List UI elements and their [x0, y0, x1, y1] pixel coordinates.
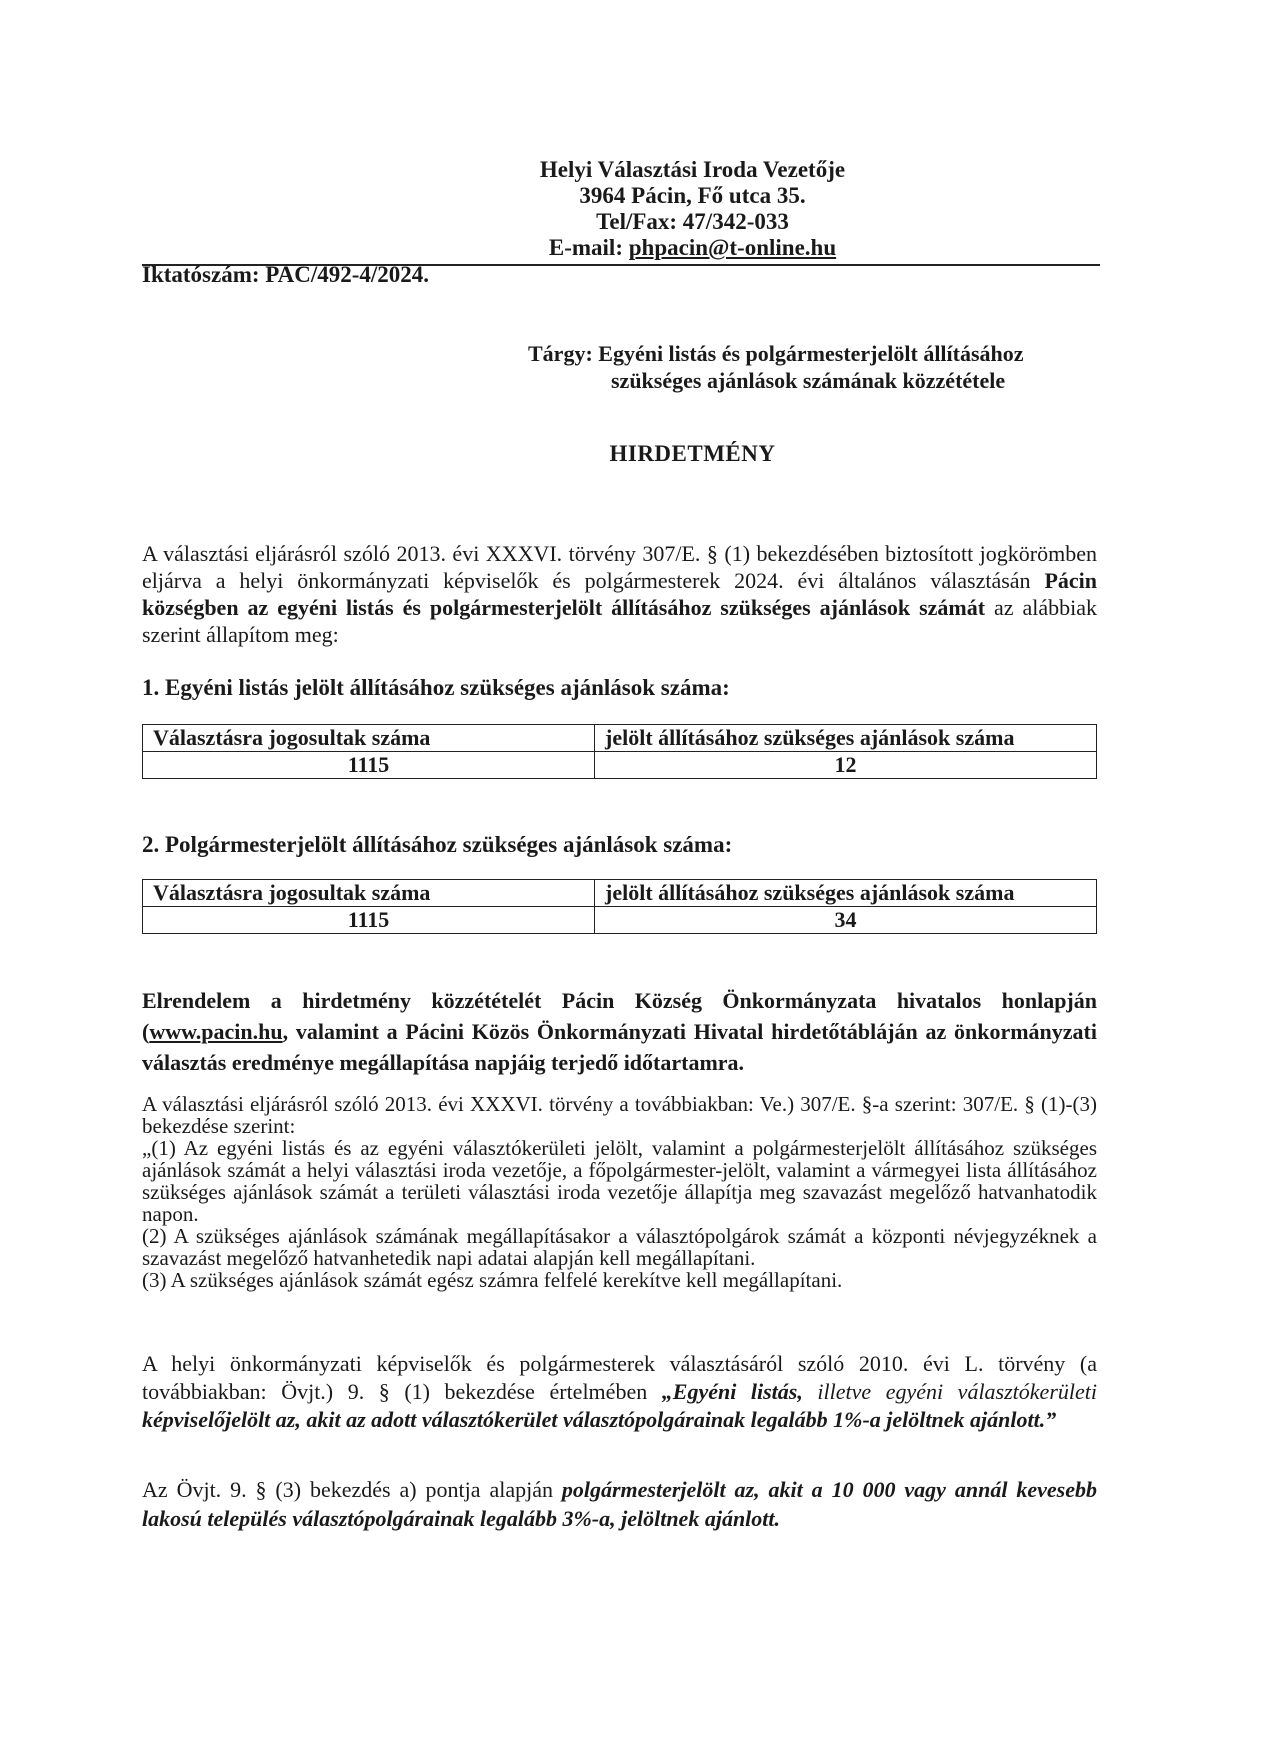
- ovjt-quote-1: „Egyéni listás,: [661, 1379, 803, 1404]
- voters-count: 1115: [143, 752, 595, 779]
- ovjt2-text: Az Övjt. 9. § (3) bekezdés a) pontja alapján: [142, 1477, 562, 1502]
- table-row: [143, 752, 1097, 779]
- ovjt-mayor-citation: [142, 1475, 1097, 1533]
- ovjt-text: A helyi önkormányzati képviselők és polgármesterek választásáról szóló 2010. évi L. törvény (a továbbiakban: Övjt.) 9. § (1) bekezdése értelmében: [142, 1351, 1097, 1404]
- table-header-voters: Választásra jogosultak száma: [143, 725, 595, 752]
- letterhead: [0, 157, 1275, 261]
- table-header-voters: Választásra jogosultak száma: [143, 880, 595, 907]
- ovjt-quote-2: illetve egyéni választókerületi: [802, 1379, 1097, 1404]
- office-email-line: [0, 235, 1275, 261]
- subject-line-2: szükséges ajánlások számának közzététele: [611, 368, 1006, 393]
- table-header-required: jelölt állításához szükséges ajánlások száma: [595, 880, 1097, 907]
- table-header-row: [143, 880, 1097, 907]
- law-paragraph-2: (2) A szükséges ajánlások számának megállapításakor a választópolgárok számát a központi névjegyzéknek a szavazást megelőző hatvanhetedik napi adatai alapján kell megállapítani.: [142, 1224, 1097, 1270]
- office-name: Helyi Választási Iroda Vezetője: [539, 157, 846, 182]
- document-title: HIRDETMÉNY: [609, 441, 776, 466]
- table-header-required: jelölt állításához szükséges ajánlások száma: [595, 725, 1097, 752]
- section-1-table: [142, 724, 1097, 779]
- table-row: [143, 907, 1097, 934]
- required-count: 34: [595, 907, 1097, 934]
- section-2-table: [142, 879, 1097, 934]
- intro-text-2: az alábbiak szerint állapítom meg:: [142, 595, 1097, 647]
- table-header-row: [143, 725, 1097, 752]
- order-text-1: Elrendelem a hirdetmény közzétételét Pácin Község Önkormányzata hivatalos honlapján (: [142, 988, 1097, 1044]
- reference-number: Iktatószám: PAC/492-4/2024.: [142, 262, 430, 287]
- law-citation: [142, 1093, 1097, 1291]
- voters-count: 1115: [143, 907, 595, 934]
- ovjt2-quote: polgármesterjelölt az, akit a 10 000 vagy annál kevesebb lakosú település választópolgárainak legalább 3%-a, jelöltnek ajánlott.: [142, 1477, 1097, 1531]
- intro-bold: Pácin községben az egyéni listás és polgármesterjelölt állításához szükséges ajánlások számát: [142, 568, 1097, 620]
- subject-line-1: Tárgy: Egyéni listás és polgármesterjelölt állításához: [528, 341, 1024, 366]
- subject-block: [528, 340, 1024, 394]
- intro-text-1: A választási eljárásról szóló 2013. évi XXXVI. törvény 307/E. § (1) bekezdésében biztosított jogkörömben eljárva a helyi önkormányzati képviselők és polgármesterek 2024. évi általános választásán: [142, 541, 1097, 593]
- publication-order: [142, 985, 1097, 1078]
- office-address: 3964 Pácin, Fő utca 35.: [579, 183, 806, 208]
- office-phone: Tel/Fax: 47/342-033: [596, 209, 789, 234]
- section-2-heading: 2. Polgármesterjelölt állításához szükséges ajánlások száma:: [142, 832, 733, 857]
- law-paragraph-3: (3) A szükséges ajánlások számát egész számra felfelé kerekítve kell megállapítani.: [142, 1268, 843, 1292]
- section-1-heading: 1. Egyéni listás jelölt állításához szükséges ajánlások száma:: [142, 675, 730, 700]
- ovjt-quote-3: képviselőjelölt az, akit az adott választókerület választópolgárainak legalább 1%-a jelöltnek ajánlott.”: [142, 1407, 1057, 1432]
- email-label: E-mail:: [548, 235, 629, 260]
- email-link[interactable]: phpacin@t-online.hu: [628, 235, 837, 260]
- ovjt-citation: [142, 1350, 1097, 1434]
- law-intro: A választási eljárásról szóló 2013. évi XXXVI. törvény a továbbiakban: Ve.) 307/E. §-a szerint: 307/E. § (1)-(3) bekezdése szerint:: [142, 1092, 1097, 1138]
- law-paragraph-1: „(1) Az egyéni listás és az egyéni választókerületi jelölt, valamint a polgármesterjelölt állításához szükséges ajánlások számát a helyi választási iroda vezetője, a főpolgármester-jelölt, valamint a vármegyei lista állításához szükséges ajánlások számát a területi választási iroda vezetője állapítja meg szavazást megelőző hatvanhatodik napon.: [142, 1136, 1097, 1226]
- required-count: 12: [595, 752, 1097, 779]
- intro-paragraph: [142, 540, 1097, 648]
- order-text-2: , valamint a Pácini Közös Önkormányzati Hivatal hirdetőtábláján az önkormányzati választás eredménye megállapítása napjáig terjedő időtartamra.: [142, 1019, 1097, 1075]
- website-link[interactable]: www.pacin.hu: [149, 1019, 283, 1044]
